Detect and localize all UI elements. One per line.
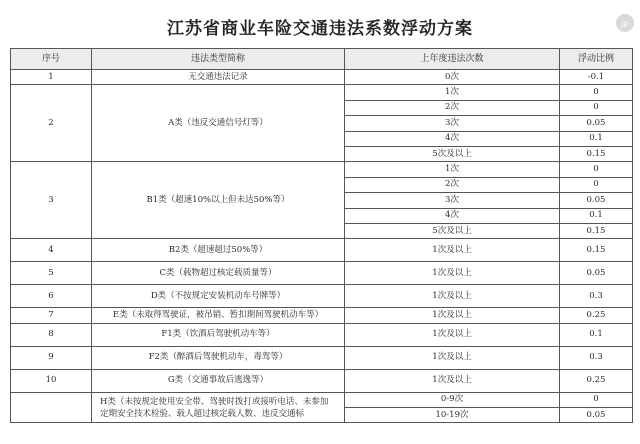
cell-count: 1次及以上 xyxy=(345,308,560,323)
cell-ratio: 0.1 xyxy=(560,208,633,223)
cell-count: 2次 xyxy=(345,100,560,115)
header-count: 上年度违法次数 xyxy=(345,49,560,70)
cell-ratio: -0.1 xyxy=(560,70,633,85)
cell-count: 1次及以上 xyxy=(345,323,560,346)
cell-type: B2类（超速超过50%等） xyxy=(92,239,345,262)
table-row xyxy=(11,85,633,100)
cell-no: 6 xyxy=(11,285,92,308)
document-title: 江苏省商业车险交通违法系数浮动方案 xyxy=(167,19,473,39)
watermark-logo: jp xyxy=(616,14,634,32)
table-row xyxy=(11,369,633,392)
cell-count: 0-9次 xyxy=(345,392,560,407)
cell-count: 1次及以上 xyxy=(345,239,560,262)
cell-count: 3次 xyxy=(345,116,560,131)
cell-count: 4次 xyxy=(345,208,560,223)
cell-ratio: 0 xyxy=(560,177,633,192)
cell-count: 1次及以上 xyxy=(345,285,560,308)
cell-ratio: 0 xyxy=(560,85,633,100)
cell-ratio: 0.15 xyxy=(560,239,633,262)
table-row xyxy=(11,346,633,369)
cell-ratio: 0 xyxy=(560,162,633,177)
cell-no: 9 xyxy=(11,346,92,369)
violation-coefficient-table xyxy=(10,48,633,423)
header-type: 违法类型简称 xyxy=(92,49,345,70)
cell-ratio: 0 xyxy=(560,100,633,115)
cell-type: F1类（饮酒后驾驶机动车等） xyxy=(92,323,345,346)
cell-type: C类（载物超过核定载质量等） xyxy=(92,262,345,285)
cell-type: D类（不按规定安装机动车号牌等） xyxy=(92,285,345,308)
cell-count: 3次 xyxy=(345,193,560,208)
header-ratio: 浮动比例 xyxy=(560,49,633,70)
cell-no: 4 xyxy=(11,239,92,262)
cell-ratio: 0.1 xyxy=(560,131,633,146)
header-row xyxy=(11,49,633,70)
table-row xyxy=(11,239,633,262)
cell-no: 8 xyxy=(11,323,92,346)
cell-count: 10-19次 xyxy=(345,408,560,423)
cell-ratio: 0.05 xyxy=(560,116,633,131)
cell-ratio: 0.25 xyxy=(560,369,633,392)
cell-type: G类（交通事故后逃逸等） xyxy=(92,369,345,392)
cell-count: 1次 xyxy=(345,85,560,100)
table-row xyxy=(11,392,633,407)
cell-count: 4次 xyxy=(345,131,560,146)
cell-ratio: 0.15 xyxy=(560,223,633,238)
table-row xyxy=(11,308,633,323)
cell-count: 2次 xyxy=(345,177,560,192)
cell-no xyxy=(11,392,92,423)
cell-no: 3 xyxy=(11,162,92,239)
header-no: 序号 xyxy=(11,49,92,70)
cell-ratio: 0.05 xyxy=(560,262,633,285)
cell-type: 无交通违法记录 xyxy=(92,70,345,85)
cell-count: 1次及以上 xyxy=(345,262,560,285)
table-row xyxy=(11,70,633,85)
cell-count: 5次及以上 xyxy=(345,223,560,238)
table-row xyxy=(11,162,633,177)
cell-type: H类（未按规定使用安全带、驾驶时拨打或接听电话、未参加定期安全技术检验、载人超过核定载人数、违反交通标 xyxy=(92,392,345,423)
cell-ratio: 0.05 xyxy=(560,408,633,423)
cell-type: F2类（醉酒后驾驶机动车，毒驾等） xyxy=(92,346,345,369)
cell-type: E类（未取得驾驶证，被吊销、暂扣期间驾驶机动车等） xyxy=(92,308,345,323)
cell-ratio: 0.15 xyxy=(560,146,633,161)
cell-no: 2 xyxy=(11,85,92,162)
cell-count: 1次及以上 xyxy=(345,369,560,392)
cell-count: 1次及以上 xyxy=(345,346,560,369)
cell-count: 0次 xyxy=(345,70,560,85)
table-row xyxy=(11,262,633,285)
cell-type: B1类（超速10%以上但未达50%等） xyxy=(92,162,345,239)
cell-count: 1次 xyxy=(345,162,560,177)
cell-count: 5次及以上 xyxy=(345,146,560,161)
cell-no: 1 xyxy=(11,70,92,85)
cell-no: 10 xyxy=(11,369,92,392)
table-row xyxy=(11,323,633,346)
cell-ratio: 0.25 xyxy=(560,308,633,323)
cell-ratio: 0.05 xyxy=(560,193,633,208)
cell-ratio: 0.1 xyxy=(560,323,633,346)
cell-type: A类（违反交通信号灯等） xyxy=(92,85,345,162)
cell-no: 7 xyxy=(11,308,92,323)
cell-ratio: 0.3 xyxy=(560,285,633,308)
table-row xyxy=(11,285,633,308)
cell-ratio: 0 xyxy=(560,392,633,407)
cell-ratio: 0.3 xyxy=(560,346,633,369)
cell-no: 5 xyxy=(11,262,92,285)
